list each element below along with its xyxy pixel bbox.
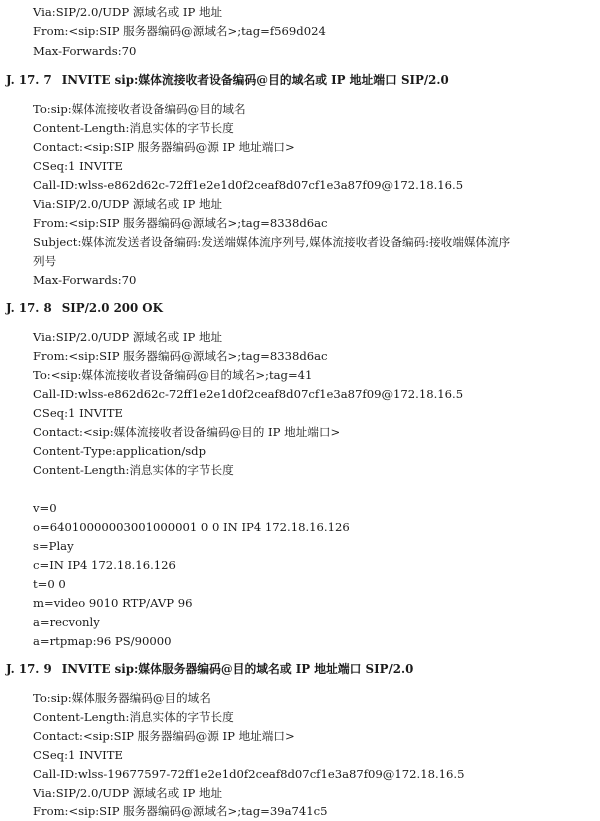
- header-line: Content-Type:application/sdp: [33, 444, 207, 458]
- header-line: Max-Forwards:70: [33, 273, 137, 287]
- header-line: CSeq:1 INVITE: [33, 406, 123, 420]
- header-line: CSeq:1 INVITE: [33, 748, 123, 762]
- section-number: J. 17. 8: [6, 301, 52, 315]
- header-line: 列号: [33, 254, 57, 268]
- sdp-line: s=Play: [33, 539, 74, 553]
- section-title: INVITE sip:媒体服务器编码@目的域名或 IP 地址端口 SIP/2.0: [61, 662, 414, 676]
- header-line: Contact:<sip:媒体流接收者设备编码@目的 IP 地址端口>: [33, 425, 341, 439]
- header-line: From:<sip:SIP 服务器编码@源域名>;tag=39a741c5: [33, 804, 328, 818]
- header-line: Content-Length:消息实体的字节长度: [33, 463, 234, 477]
- header-line: CSeq:1 INVITE: [33, 159, 123, 173]
- header-line: Via:SIP/2.0/UDP 源域名或 IP 地址: [33, 197, 223, 211]
- section-number: J. 17. 9: [6, 662, 52, 676]
- section-heading: [6, 300, 163, 316]
- header-line: To:<sip:媒体流接收者设备编码@目的域名>;tag=41: [33, 368, 313, 382]
- header-line: Max-Forwards:70: [33, 44, 137, 58]
- section-heading: [6, 72, 449, 88]
- header-line: From:<sip:SIP 服务器编码@源域名>;tag=8338d6ac: [33, 216, 328, 230]
- sdp-line: t=0 0: [33, 577, 66, 591]
- header-line: From:<sip:SIP 服务器编码@源域名>;tag=8338d6ac: [33, 349, 328, 363]
- sdp-line: a=recvonly: [33, 615, 100, 629]
- header-line: Content-Length:消息实体的字节长度: [33, 121, 234, 135]
- header-line: Call-ID:wlss-19677597-72ff1e2e1d0f2ceaf8d07cf1e3a87f09@172.18.16.5: [33, 767, 465, 781]
- header-line: Call-ID:wlss-e862d62c-72ff1e2e1d0f2ceaf8d07cf1e3a87f09@172.18.16.5: [33, 178, 464, 192]
- section-title: SIP/2.0 200 OK: [61, 301, 163, 315]
- header-line: To:sip:媒体服务器编码@目的域名: [33, 691, 211, 705]
- sdp-line: m=video 9010 RTP/AVP 96: [33, 596, 193, 610]
- sdp-line: v=0: [33, 501, 57, 515]
- section-heading: [6, 661, 413, 677]
- sdp-line: a=rtpmap:96 PS/90000: [33, 634, 172, 648]
- section-number: J. 17. 7: [6, 73, 52, 87]
- header-line: Via:SIP/2.0/UDP 源域名或 IP 地址: [33, 330, 223, 344]
- sdp-line: o=64010000003001000001 0 0 IN IP4 172.18.16.126: [33, 520, 350, 534]
- sdp-line: c=IN IP4 172.18.16.126: [33, 558, 176, 572]
- header-line: Call-ID:wlss-e862d62c-72ff1e2e1d0f2ceaf8d07cf1e3a87f09@172.18.16.5: [33, 387, 464, 401]
- header-line: Via:SIP/2.0/UDP 源域名或 IP 地址: [33, 786, 223, 800]
- header-line: Contact:<sip:SIP 服务器编码@源 IP 地址端口>: [33, 140, 295, 154]
- header-line: From:<sip:SIP 服务器编码@源域名>;tag=f569d024: [33, 24, 326, 38]
- header-line: Content-Length:消息实体的字节长度: [33, 710, 234, 724]
- header-line: Contact:<sip:SIP 服务器编码@源 IP 地址端口>: [33, 729, 295, 743]
- header-line: To:sip:媒体流接收者设备编码@目的域名: [33, 102, 246, 116]
- header-line: Subject:媒体流发送者设备编码:发送端媒体流序列号,媒体流接收者设备编码:接收端媒体流序: [33, 235, 511, 249]
- section-title: INVITE sip:媒体流接收者设备编码@目的域名或 IP 地址端口 SIP/2.0: [61, 73, 449, 87]
- header-line: Via:SIP/2.0/UDP 源域名或 IP 地址: [33, 5, 223, 19]
